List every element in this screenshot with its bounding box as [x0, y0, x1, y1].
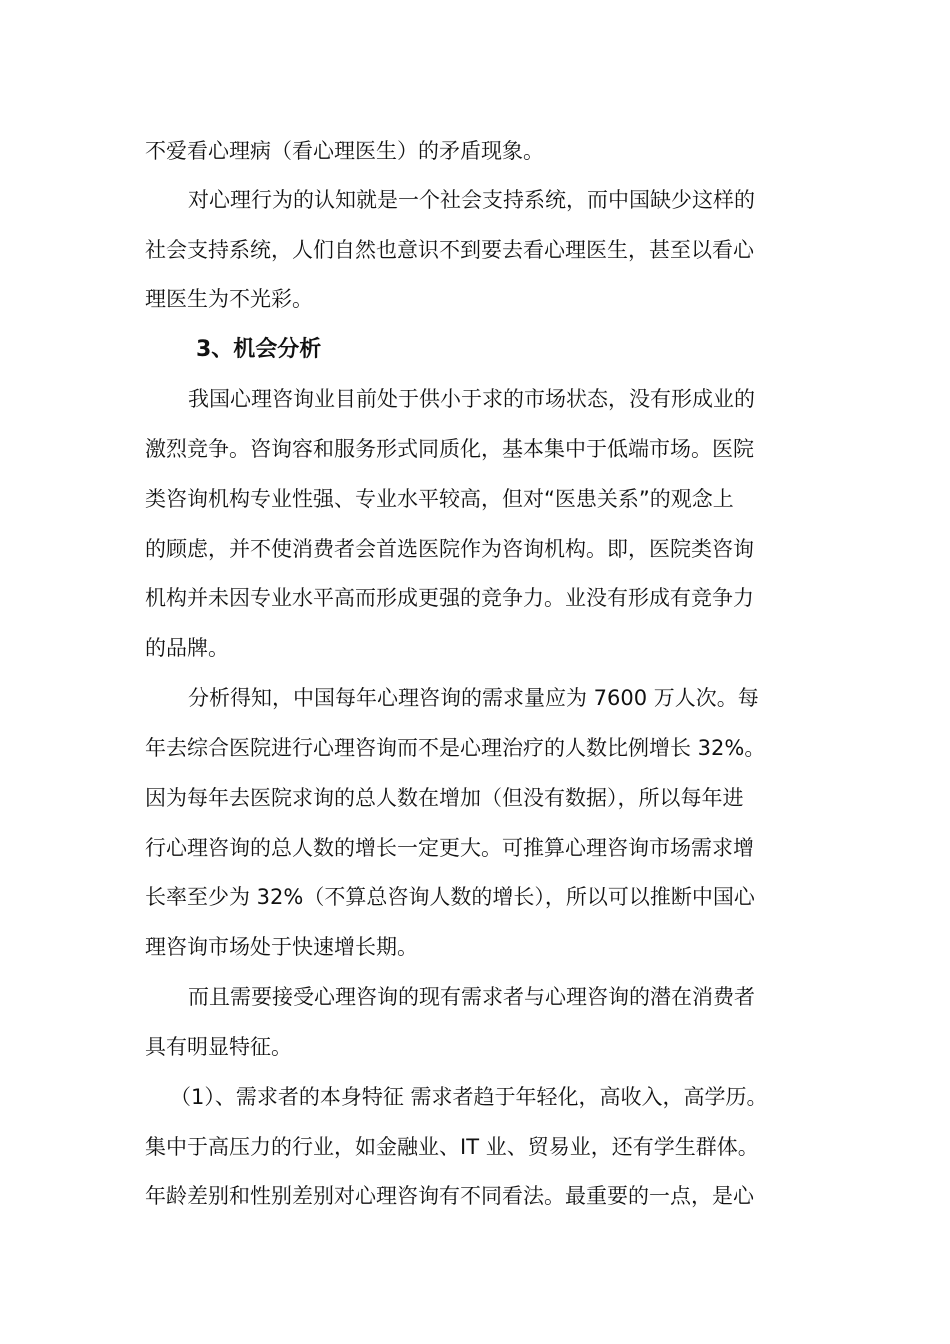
text-line: 激烈竞争。咨询容和服务形式同质化，基本集中于低端市场。医院 [145, 437, 754, 461]
text-line: 我国心理咨询业目前处于供小于求的市场状态，没有形成业的 [188, 387, 755, 411]
text-line: 机构并未因专业水平高而形成更强的竞争力。业没有形成有竞争力 [145, 586, 754, 610]
text-line: 具有明显特征。 [145, 1035, 292, 1059]
text-line: 分析得知，中国每年心理咨询的需求量应为 7600 万人次。每 [188, 686, 759, 710]
text-line: 理咨询市场处于快速增长期。 [145, 935, 418, 959]
text-line: 因为每年去医院求询的总人数在增加（但没有数据），所以每年进 [145, 786, 744, 810]
section-heading: 3、机会分析 [196, 337, 322, 362]
text-line: 不爱看心理病（看心理医生）的矛盾现象。 [145, 139, 544, 163]
text-line: 集中于高压力的行业，如金融业、IT 业、贸易业，还有学生群体。 [145, 1135, 759, 1159]
text-line: 的品牌。 [145, 636, 229, 660]
text-line: 长率至少为 32%（不算总咨询人数的增长），所以可以推断中国心 [145, 885, 755, 909]
text-line: 的顾虑，并不使消费者会首选医院作为咨询机构。即，医院类咨询 [145, 537, 754, 561]
text-line: 行心理咨询的总人数的增长一定更大。可推算心理咨询市场需求增 [145, 836, 754, 860]
text-line: 而且需要接受心理咨询的现有需求者与心理咨询的潜在消费者 [188, 985, 755, 1009]
text-line: 类咨询机构专业性强、专业水平较高，但对“医患关系”的观念上 [145, 487, 734, 511]
text-line: 理医生为不光彩。 [145, 287, 313, 311]
text-line: 社会支持系统，人们自然也意识不到要去看心理医生，甚至以看心 [145, 238, 754, 262]
text-line: 年龄差别和性别差别对心理咨询有不同看法。最重要的一点，是心 [145, 1184, 754, 1208]
text-line: （1）、需求者的本身特征 需求者趋于年轻化，高收入，高学历。 [170, 1085, 768, 1109]
text-line: 对心理行为的认知就是一个社会支持系统，而中国缺少这样的 [188, 188, 755, 212]
text-line: 年去综合医院进行心理咨询而不是心理治疗的人数比例增长 32%。 [145, 736, 766, 760]
